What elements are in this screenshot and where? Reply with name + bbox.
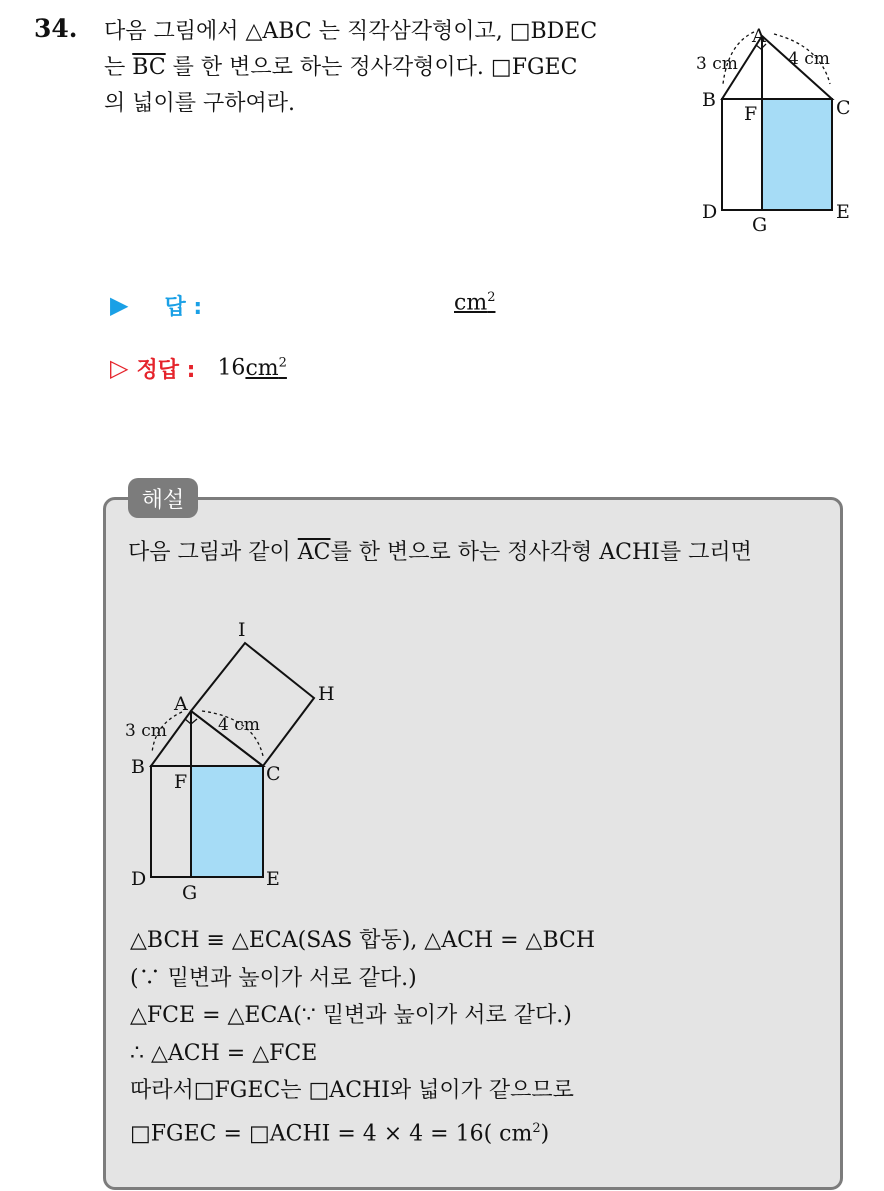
correct-number: 16 (217, 355, 246, 381)
figure-1 (690, 14, 860, 239)
answer-row (110, 285, 202, 325)
fig1-label-f: F (744, 103, 758, 125)
fig2-label-f: F (174, 771, 188, 793)
q-square-fgec: □FGEC (490, 55, 578, 80)
answer-unit (454, 290, 495, 315)
fig2-label-a: A (174, 693, 188, 715)
correct-value (217, 355, 286, 380)
fig2-label-c: C (266, 763, 281, 785)
correct-unit (245, 356, 286, 381)
answer-marker-icon: ▶ (110, 291, 129, 319)
fig1-length-ab: 3 cm (696, 54, 738, 74)
fig1-label-d: D (702, 201, 718, 223)
sol-intro-b: 를 한 변으로 하는 정사각형 ACHI를 그리면 (330, 540, 752, 565)
fig2-label-i: I (238, 619, 246, 641)
solution-tag: 해설 (128, 478, 198, 518)
solution-lines (130, 922, 595, 1152)
sol-line-5: 따라서□FGEC는 □ACHI와 넓이가 같으므로 (130, 1078, 574, 1103)
fig2-label-e: E (266, 868, 280, 890)
fig2-square-achi (191, 643, 314, 766)
fig2-label-b: B (131, 756, 145, 778)
q-line2-a: 는 (104, 55, 133, 80)
fig1-length-ac: 4 cm (788, 49, 830, 69)
sol-final-b: ) (540, 1120, 550, 1146)
fig2-label-h: H (318, 683, 335, 705)
fig2-length-ac: 4 cm (218, 715, 260, 735)
sol-segment-ac: $\overline{AC}$ (297, 540, 331, 565)
answer-label: 답 : (164, 294, 203, 320)
q-square-bdec: □BDEC (509, 19, 598, 44)
fig1-label-g: G (752, 214, 768, 236)
fig1-label-c: C (836, 97, 851, 119)
fig2-shaded-rect (191, 766, 263, 877)
sol-line-final (130, 1110, 595, 1153)
correct-answer-row (110, 348, 287, 388)
sol-final-exp: 2 (532, 1120, 541, 1136)
question-number: 34. (34, 14, 78, 43)
q-line1-b: 는 직각삼각형이고, (311, 19, 510, 44)
answer-unit-exp: 2 (487, 290, 496, 305)
fig1-label-a: A (752, 25, 766, 47)
correct-label: 정답 : (136, 357, 196, 383)
sol-line-4: ∴ △ACH = △FCE (130, 1040, 318, 1066)
q-triangle-abc: △ABC (245, 19, 312, 44)
q-segment-bc: $\overline{BC}$ (132, 55, 166, 80)
q-line1-a: 다음 그림에서 (104, 19, 246, 44)
correct-marker-icon: ▷ (110, 354, 129, 382)
sol-line-3: △FCE = △ECA(∵ 밑변과 높이가 서로 같다.) (130, 1003, 572, 1028)
sol-line-2: (∵ 밑변과 높이가 서로 같다.) (130, 965, 417, 991)
answer-unit-text: cm (454, 290, 488, 316)
correct-unit-text: cm (245, 355, 279, 381)
fig2-label-d: D (131, 868, 147, 890)
correct-unit-exp: 2 (278, 355, 287, 371)
sol-final-a: □FGEC = □ACHI = 4 × 4 = 16( cm (130, 1120, 533, 1146)
question-text (104, 14, 674, 122)
fig1-shaded-rect (762, 99, 832, 210)
solution-intro (128, 534, 833, 572)
fig2-label-g: G (182, 882, 198, 904)
fig1-label-e: E (836, 201, 850, 223)
sol-line-1: △BCH ≡ △ECA(SAS 합동), △ACH = △BCH (130, 928, 596, 953)
fig1-label-b: B (702, 89, 716, 111)
q-line3: 의 넓이를 구하여라. (104, 91, 295, 116)
fig2-length-ab: 3 cm (125, 721, 167, 741)
figure-2 (122, 618, 352, 913)
q-line2-b: 를 한 변으로 하는 정사각형이다. (165, 55, 491, 80)
sol-intro-a: 다음 그림과 같이 (128, 540, 298, 565)
